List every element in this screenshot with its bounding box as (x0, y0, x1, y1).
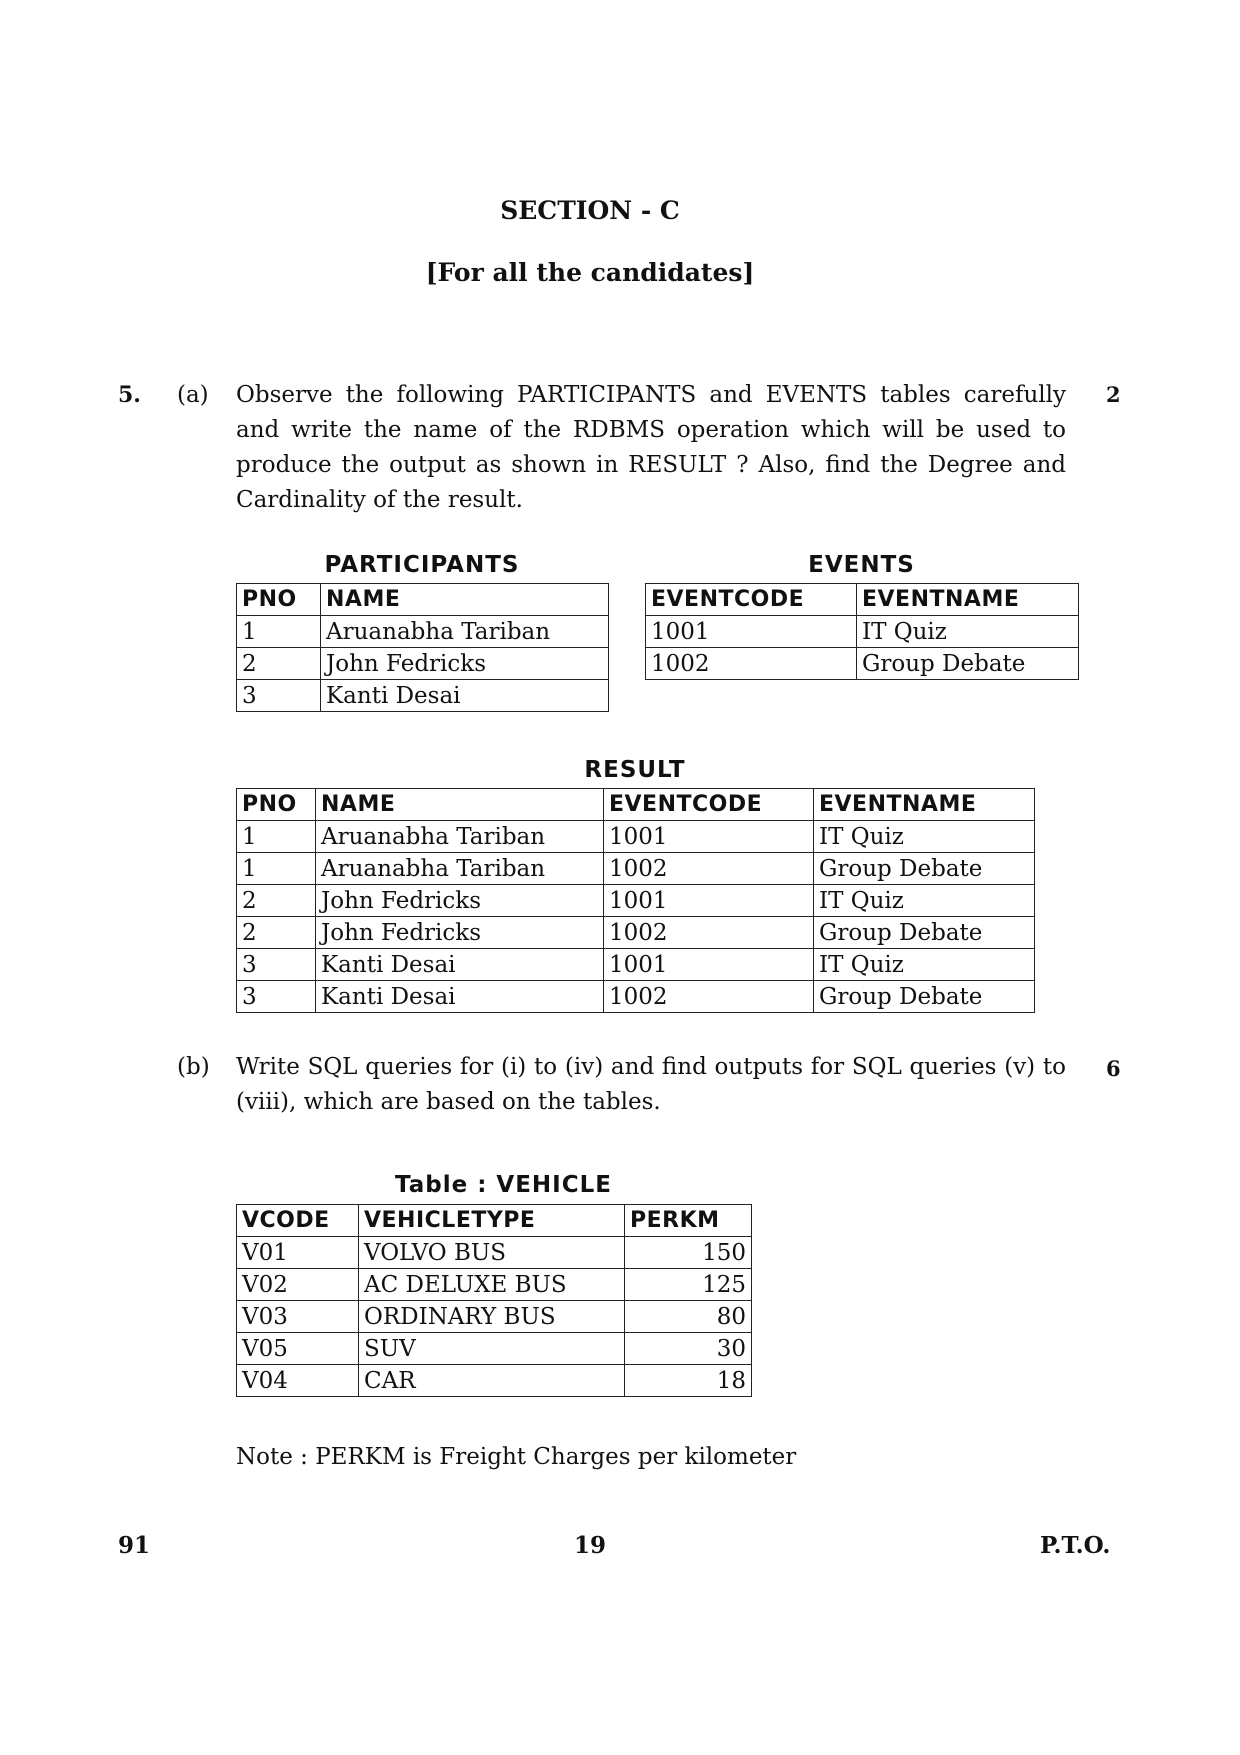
table-row (237, 949, 1035, 981)
table-cell: 1001 (604, 885, 814, 917)
table-cell: CAR (359, 1365, 625, 1397)
table-cell: ORDINARY BUS (359, 1301, 625, 1333)
table-cell: Aruanabha Tariban (316, 821, 604, 853)
events-table (645, 583, 1079, 680)
table-cell: 18 (625, 1365, 752, 1397)
table-cell: V04 (237, 1365, 359, 1397)
result-caption: RESULT (584, 757, 686, 783)
vehicle-caption: Table : VEHICLE (395, 1172, 612, 1198)
table-row (237, 1365, 752, 1397)
header-cell: EVENTCODE (646, 584, 857, 616)
table-cell: IT Quiz (814, 821, 1035, 853)
table-row (237, 917, 1035, 949)
table-row (237, 616, 609, 648)
table-cell: 2 (237, 885, 316, 917)
table-cell: 1 (237, 821, 316, 853)
events-caption: EVENTS (808, 552, 915, 578)
table-cell: V03 (237, 1301, 359, 1333)
part-a-line: Cardinality of the result. (236, 487, 523, 513)
table-cell: Group Debate (857, 648, 1079, 680)
part-a-label: (a) (177, 382, 209, 408)
table-cell: IT Quiz (814, 885, 1035, 917)
header-cell: EVENTNAME (814, 789, 1035, 821)
table-cell: VOLVO BUS (359, 1237, 625, 1269)
table-cell: 1001 (604, 821, 814, 853)
footer-code: 91 (118, 1532, 151, 1559)
table-cell: AC DELUXE BUS (359, 1269, 625, 1301)
table-cell: IT Quiz (814, 949, 1035, 981)
table-cell: 1002 (604, 853, 814, 885)
header-cell: PNO (237, 789, 316, 821)
table-cell: 125 (625, 1269, 752, 1301)
table-cell: 1 (237, 853, 316, 885)
header-cell: PERKM (625, 1205, 752, 1237)
footer-pto: P.T.O. (1040, 1532, 1111, 1559)
table-cell: 1002 (604, 981, 814, 1013)
table-cell: 30 (625, 1333, 752, 1365)
table-cell: John Fedricks (316, 885, 604, 917)
table-header-row (237, 789, 1035, 821)
table-cell: John Fedricks (316, 917, 604, 949)
note-text: Note : PERKM is Freight Charges per kilometer (236, 1444, 797, 1470)
part-b-line: (viii), which are based on the tables. (236, 1089, 661, 1115)
page-number: 19 (573, 1532, 606, 1559)
table-cell: 2 (237, 648, 321, 680)
table-cell: 3 (237, 680, 321, 712)
header-cell: PNO (237, 584, 321, 616)
participants-caption: PARTICIPANTS (324, 552, 520, 578)
section-subtitle: [For all the candidates] (425, 258, 755, 287)
table-cell: SUV (359, 1333, 625, 1365)
header-cell: VCODE (237, 1205, 359, 1237)
table-row (646, 616, 1079, 648)
table-cell: Aruanabha Tariban (316, 853, 604, 885)
section-title: SECTION - C (500, 196, 680, 225)
table-cell: Aruanabha Tariban (321, 616, 609, 648)
vehicle-table (236, 1204, 752, 1397)
question-number: 5. (118, 382, 141, 408)
table-row (237, 853, 1035, 885)
header-cell: EVENTNAME (857, 584, 1079, 616)
table-cell: 2 (237, 917, 316, 949)
table-cell: 3 (237, 981, 316, 1013)
table-header-row (237, 584, 609, 616)
table-row (237, 885, 1035, 917)
table-cell: 1001 (604, 949, 814, 981)
header-cell: NAME (316, 789, 604, 821)
part-b-line: Write SQL queries for (i) to (iv) and find outputs for SQL queries (v) to (236, 1054, 1066, 1080)
table-cell: 1 (237, 616, 321, 648)
table-row (237, 1333, 752, 1365)
part-b-text (236, 1050, 1066, 1120)
table-row (237, 821, 1035, 853)
table-row (237, 648, 609, 680)
table-cell: John Fedricks (321, 648, 609, 680)
table-cell: 80 (625, 1301, 752, 1333)
part-a-line: produce the output as shown in RESULT ? Also, find the Degree and (236, 452, 1066, 478)
table-cell: 1001 (646, 616, 857, 648)
part-b-label: (b) (177, 1054, 210, 1080)
table-row (237, 1269, 752, 1301)
table-cell: V05 (237, 1333, 359, 1365)
header-cell: EVENTCODE (604, 789, 814, 821)
table-cell: 3 (237, 949, 316, 981)
table-row (237, 1237, 752, 1269)
participants-table (236, 583, 609, 712)
table-cell: 150 (625, 1237, 752, 1269)
table-cell: 1002 (646, 648, 857, 680)
table-cell: Kanti Desai (316, 981, 604, 1013)
table-header-row (646, 584, 1079, 616)
part-a-text (236, 378, 1066, 518)
table-cell: Kanti Desai (321, 680, 609, 712)
table-row (237, 981, 1035, 1013)
table-cell: Group Debate (814, 853, 1035, 885)
table-cell: Kanti Desai (316, 949, 604, 981)
table-header-row (237, 1205, 752, 1237)
table-row (237, 680, 609, 712)
part-a-line: Observe the following PARTICIPANTS and EVENTS tables carefully (236, 382, 1066, 408)
table-row (237, 1301, 752, 1333)
result-table (236, 788, 1035, 1013)
table-cell: V01 (237, 1237, 359, 1269)
part-b-marks: 6 (1106, 1056, 1121, 1081)
table-row (646, 648, 1079, 680)
part-a-marks: 2 (1106, 382, 1121, 407)
part-a-line: and write the name of the RDBMS operation which will be used to (236, 417, 1066, 443)
header-cell: NAME (321, 584, 609, 616)
table-cell: Group Debate (814, 917, 1035, 949)
table-cell: IT Quiz (857, 616, 1079, 648)
header-cell: VEHICLETYPE (359, 1205, 625, 1237)
table-cell: 1002 (604, 917, 814, 949)
table-cell: Group Debate (814, 981, 1035, 1013)
table-cell: V02 (237, 1269, 359, 1301)
